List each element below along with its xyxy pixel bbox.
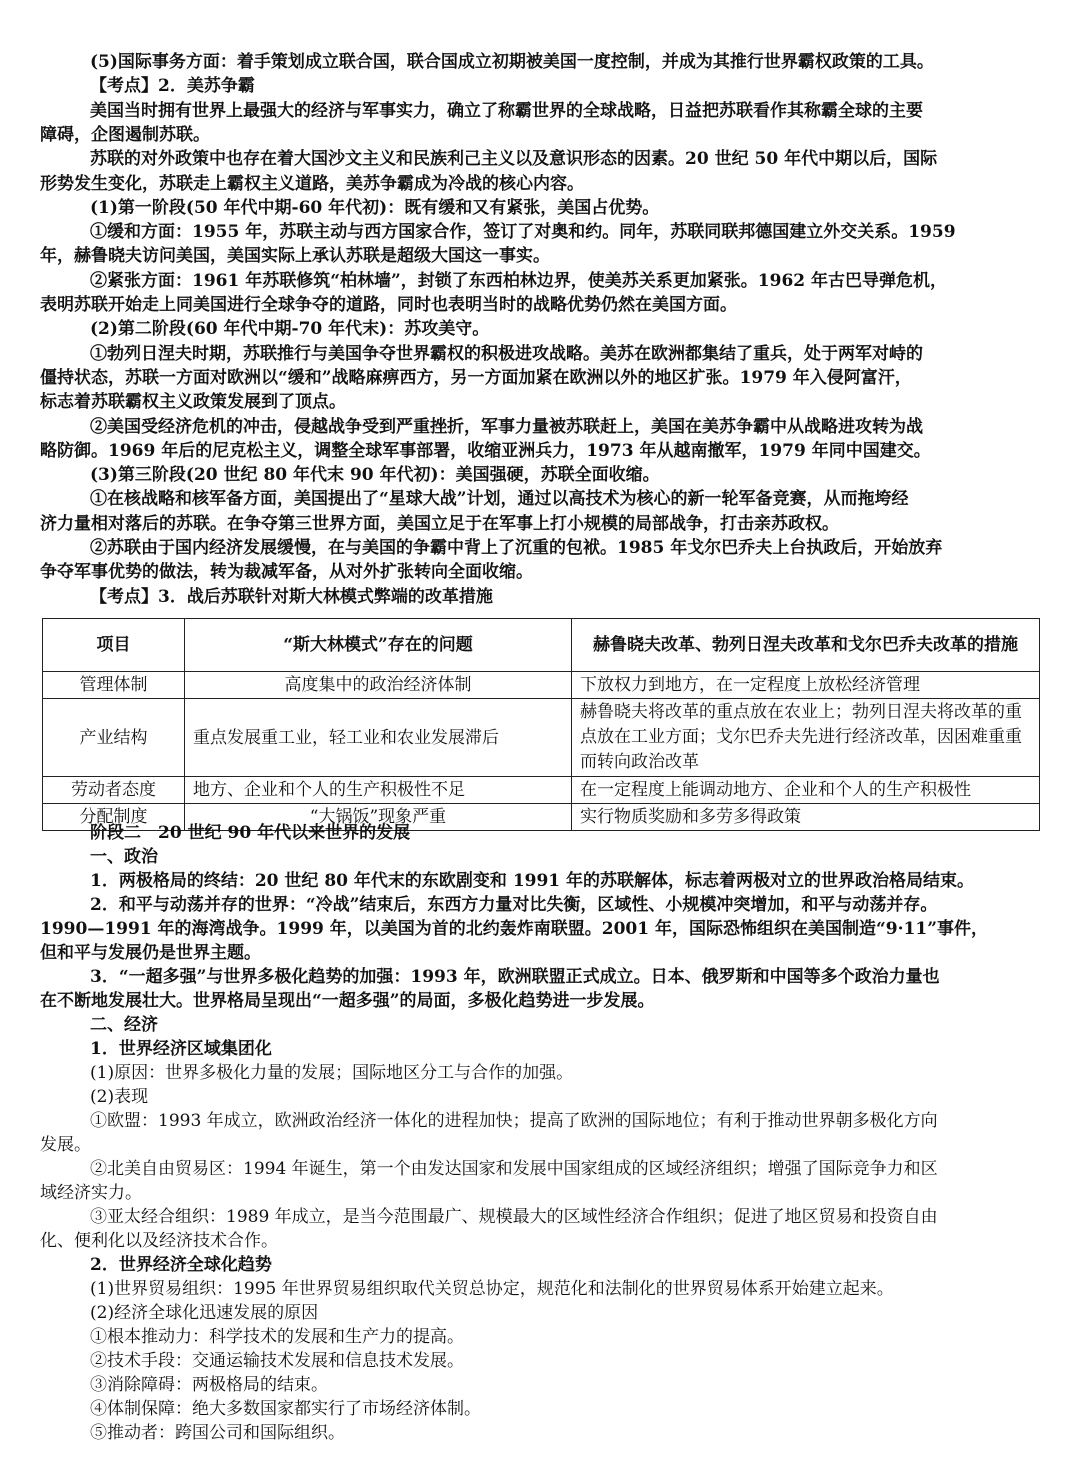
reform-table (42, 618, 1040, 831)
row-measure: 赫鲁晓夫将改革的重点放在农业上；勃列日涅夫将改革的重点放在工业方面；戈尔巴乔夫先进行经济改革，因困难重重而转向政治改革 (572, 699, 1040, 777)
row-measure: 实行物质奖励和多劳多得政策 (572, 804, 1040, 831)
text-line: ⑤推动者：跨国公司和国际组织。 (90, 1423, 345, 1443)
text-line: ①在核战略和核军备方面，美国提出了“星球大战”计划，通过以高技术为核心的新一轮军备竞赛，从而拖垮经 (90, 489, 909, 510)
text-line: 2．和平与动荡并存的世界：“冷战”结束后，东西方力量对比失衡，区域性、小规模冲突增加，和平与动荡并存。 (90, 895, 938, 915)
text-line: 1990—1991 年的海湾战争。1999 年，以美国为首的北约轰炸南联盟。2001 年，国际恐怖组织在美国制造“9·11”事件， (40, 919, 988, 939)
table-row (43, 777, 1040, 804)
text-line: 3．“一超多强”与世界多极化趋势的加强：1993 年，欧洲联盟正式成立。日本、俄罗斯和中国等多个政治力量也 (90, 967, 940, 987)
text-line: (5)国际事务方面：着手策划成立联合国，联合国成立初期被美国一度控制，并成为其推行世界霸权政策的工具。 (90, 52, 934, 72)
header-problem: “斯大林模式”存在的问题 (185, 619, 572, 672)
text-line: 表明苏联开始走上同美国进行全球争夺的道路，同时也表明当时的战略优势仍然在美国方面。 (40, 295, 737, 315)
text-line: 苏联的对外政策中也存在着大国沙文主义和民族利己主义以及意识形态的因素。20 世纪 50 年代中期以后，国际 (90, 149, 938, 170)
text-line: 【考点】3．战后苏联针对斯大林模式弊端的改革措施 (90, 586, 493, 607)
text-line: 略防御。1969 年后的尼克松主义，调整全球军事部署，收缩亚洲兵力，1973 年从越南撤军，1979 年同中国建交。 (40, 440, 931, 461)
header-measure: 赫鲁晓夫改革、勃列日涅夫改革和戈尔巴乔夫改革的措施 (572, 619, 1040, 672)
text-line: ①勃列日涅夫时期，苏联推行与美国争夺世界霸权的积极进攻战略。美苏在欧洲都集结了重兵，处于两军对峙的 (90, 343, 923, 364)
row-measure: 在一定程度上能调动地方、企业和个人的生产积极性 (572, 777, 1040, 804)
row-item: 产业结构 (43, 699, 185, 777)
text-line: ②苏联由于国内经济发展缓慢，在与美国的争霸中背上了沉重的包袱。1985 年戈尔巴乔夫上台执政后，开始放弃 (90, 538, 943, 558)
text-line: 但和平与发展仍是世界主题。 (40, 943, 261, 963)
row-item: 分配制度 (43, 804, 185, 831)
text-line: ②技术手段：交通运输技术发展和信息技术发展。 (90, 1351, 464, 1371)
text-line: 在不断地发展壮大。世界格局呈现出“一超多强”的局面，多极化趋势进一步发展。 (40, 991, 655, 1011)
text-line: 1．两极格局的终结：20 世纪 80 年代末的东欧剧变和 1991 年的苏联解体，标志着两极对立的世界政治格局结束。 (90, 871, 975, 891)
text-line: (2)表现 (90, 1087, 149, 1107)
table-header-row (43, 619, 1040, 672)
table-row (43, 699, 1040, 777)
text-line: ②美国受经济危机的冲击，侵越战争受到严重挫折，军事力量被苏联赶上，美国在美苏争霸中从战略进攻转为战 (90, 416, 923, 437)
text-line: 化、便利化以及经济技术合作。 (40, 1231, 278, 1251)
text-line: ③亚太经合组织：1989 年成立，是当今范围最广、规模最大的区域性经济合作组织；促进了地区贸易和投资自由 (90, 1207, 938, 1227)
text-line: ①欧盟：1993 年成立，欧洲政治经济一体化的进程加快；提高了欧洲的国际地位；有利于推动世界朝多极化方向 (90, 1111, 938, 1131)
text-line: (3)第三阶段(20 世纪 80 年代末 90 年代初)：美国强硬，苏联全面收缩。 (90, 465, 660, 486)
text-line: 济力量相对落后的苏联。在争夺第三世界方面，美国立足于在军事上打小规模的局部战争，打击亲苏政权。 (40, 513, 839, 534)
text-line: 发展。 (40, 1135, 91, 1155)
text-line: 一、政治 (90, 847, 158, 867)
text-line: ②北美自由贸易区：1994 年诞生，第一个由发达国家和发展中国家组成的区域经济组织；增强了国际竞争力和区 (90, 1159, 938, 1179)
row-item: 管理体制 (43, 672, 185, 699)
text-line: ①根本推动力：科学技术的发展和生产力的提高。 (90, 1327, 464, 1347)
row-problem: “大锅饭”现象严重 (185, 804, 572, 831)
text-line: (1)第一阶段(50 年代中期-60 年代初)：既有缓和又有紧张，美国占优势。 (90, 197, 660, 218)
text-line: 【考点】2．美苏争霸 (90, 76, 255, 97)
text-line: 二、经济 (90, 1015, 158, 1035)
text-line: ②紧张方面：1961 年苏联修筑“柏林墙”，封锁了东西柏林边界，使美苏关系更加紧张。1962 年古巴导弹危机， (90, 270, 948, 291)
text-line: 美国当时拥有世界上最强大的经济与军事实力，确立了称霸世界的全球战略，日益把苏联看作其称霸全球的主要 (90, 100, 923, 121)
text-line: 障碍，企图遏制苏联。 (40, 124, 210, 145)
text-line: ①缓和方面：1955 年，苏联主动与西方国家合作，签订了对奥和约。同年，苏联同联邦德国建立外交关系。1959 (90, 222, 956, 243)
text-line: 标志着苏联霸权主义政策发展到了顶点。 (40, 392, 346, 413)
row-problem: 重点发展重工业，轻工业和农业发展滞后 (185, 699, 572, 777)
text-line: (1)原因：世界多极化力量的发展；国际地区分工与合作的加强。 (90, 1063, 574, 1083)
text-line: (2)第二阶段(60 年代中期-70 年代末)：苏攻美守。 (90, 319, 490, 340)
text-line: 形势发生变化，苏联走上霸权主义道路，美苏争霸成为冷战的核心内容。 (40, 173, 584, 194)
text-line: 争夺军事优势的做法，转为裁减军备，从对外扩张转向全面收缩。 (40, 562, 533, 583)
row-problem: 地方、企业和个人的生产积极性不足 (185, 777, 572, 804)
text-line: 域经济实力。 (40, 1183, 142, 1203)
row-problem: 高度集中的政治经济体制 (185, 672, 572, 699)
table-row (43, 672, 1040, 699)
text-line: 1．世界经济区域集团化 (90, 1039, 272, 1059)
row-item: 劳动者态度 (43, 777, 185, 804)
text-line: 僵持状态，苏联一方面对欧洲以“缓和”战略麻痹西方，另一方面加紧在欧洲以外的地区扩张。1979 年入侵阿富汗， (40, 367, 912, 388)
text-line: (2)经济全球化迅速发展的原因 (90, 1303, 319, 1323)
text-line: ④体制保障：绝大多数国家都实行了市场经济体制。 (90, 1399, 481, 1419)
text-line: 2．世界经济全球化趋势 (90, 1255, 272, 1275)
row-measure: 下放权力到地方，在一定程度上放松经济管理 (572, 672, 1040, 699)
text-line: ③消除障碍：两极格局的结束。 (90, 1375, 328, 1395)
text-line: (1)世界贸易组织：1995 年世界贸易组织取代关贸总协定，规范化和法制化的世界贸易体系开始建立起来。 (90, 1279, 894, 1299)
text-line: 年，赫鲁晓夫访问美国，美国实际上承认苏联是超级大国这一事实。 (40, 246, 550, 267)
text-line: 阶段二 20 世纪 90 年代以来世界的发展 (90, 823, 411, 843)
header-item: 项目 (43, 619, 185, 672)
